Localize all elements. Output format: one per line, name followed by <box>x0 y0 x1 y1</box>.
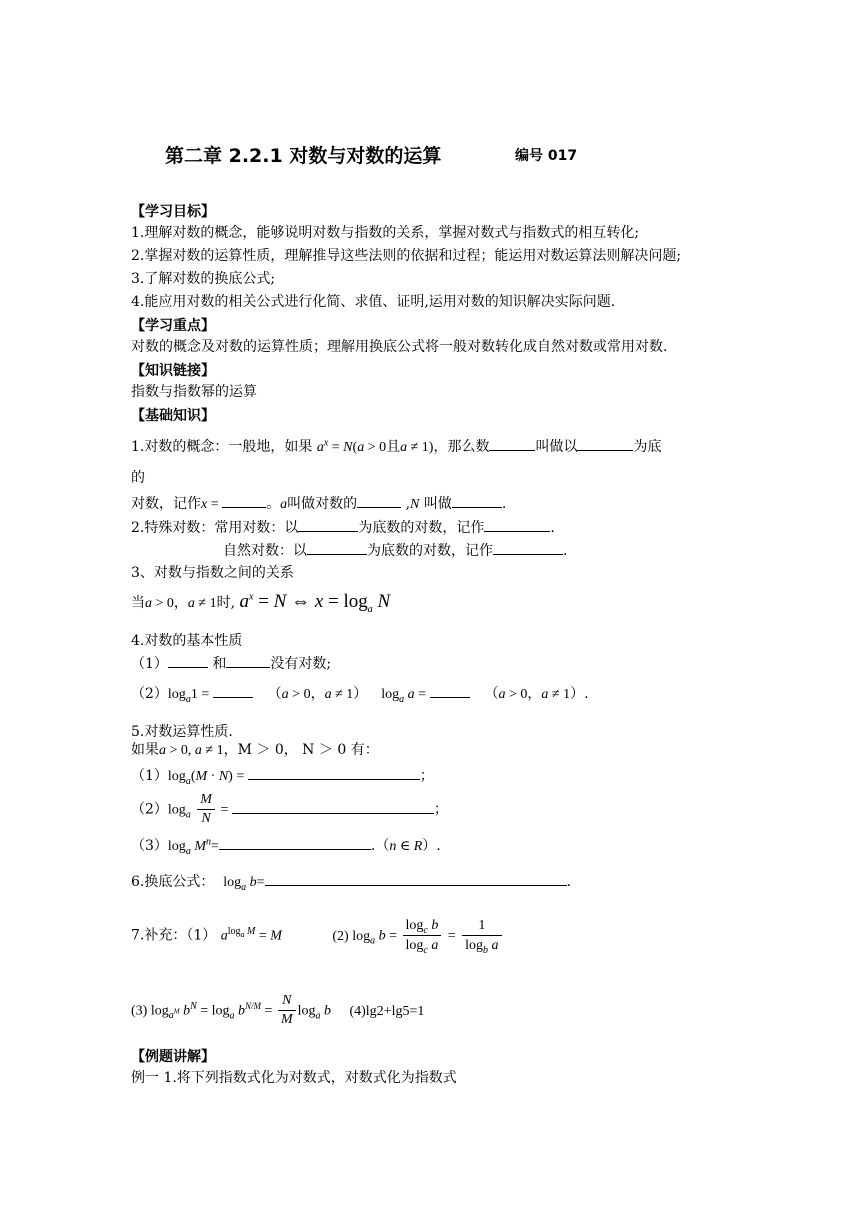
basic-property-2: $(2)\log_a1$ = （a > 0，a ≠ 1） $\log_a a$ = （a > 0，a ≠ 1）. <box>131 686 589 705</box>
heading-examples: 【例题讲解】 <box>131 1049 215 1065</box>
goal-item: 2.掌握对数的运算性质，理解推导这些法则的依据和过程；能运用对数运算法则解决问题; <box>131 248 682 264</box>
heading-key: 【学习重点】 <box>131 318 215 334</box>
supplement-line-2: (3) $\log_{a^M} b^N = \log_a b^{N/M}$ = $\frac{N}{M}$ $\log_a b$ (4)lg2+lg5=1 <box>131 993 425 1027</box>
doc-code: 编号 017 <box>515 148 578 164</box>
op-property-3: $(3)\log_a$ $M^n= .(n$ ∈ R）. <box>131 836 441 857</box>
goal-item: 3.了解对数的换底公式; <box>131 271 276 287</box>
heading-goals: 【学习目标】 <box>131 204 215 220</box>
basic-property-title: 4.对数的基本性质 <box>131 633 243 649</box>
key-text: 对数的概念及对数的运算性质；理解用换底公式将一般对数转化成自然对数或常用对数. <box>131 339 668 355</box>
link-text: 指数与指数幂的运算 <box>131 384 257 400</box>
relation-title: 3、对数与指数之间的关系 <box>131 565 294 581</box>
goal-item: 1.理解对数的概念，能够说明对数与指数的关系，掌握对数式与指数式的相互转化; <box>131 225 640 241</box>
heading-basic: 【基础知识】 <box>131 408 215 424</box>
natural-log-line: 自然对数：以 为底数的对数，记作 . <box>223 543 568 559</box>
op-property-condition: 如果a > 0, a ≠ 1，M ＞ 0， N ＞ 0 有： <box>131 742 379 758</box>
change-base-line: 6.换底公式： $\log_a b=$ . <box>131 874 572 893</box>
heading-link: 【知识链接】 <box>131 363 215 379</box>
common-log-line: 2.特殊对数：常用对数：以 为底数的对数，记作 . <box>131 520 555 536</box>
concept-line: 1.对数的概念：一般地，如果 $a^x = N(a > 0$且a ≠ 1)，那么数 叫做以 为底 <box>131 437 662 455</box>
concept-wrap: 的 <box>131 470 145 486</box>
op-property-title: 5.对数运算性质. <box>131 724 233 740</box>
op-property-2: $(2)\log_a$ $\frac{M}{N}$ = ； <box>131 792 448 826</box>
supplement-line-1: 7.补充：（1） $a^{log_a M} = M$ (2) $\log_a b$ = $\frac{\log_c b}{\log_c a}$ = $\frac{1}{\log_b a}$ <box>131 916 504 955</box>
page-title: 第二章 2.2.1 对数与对数的运算 <box>165 145 442 167</box>
relation-formula: 当a > 0，a ≠ 1时, $a^x = N$ ⇔ $x = \log_a N$ <box>131 591 391 615</box>
op-property-1: $(1)\log_a(M \cdot N)$ = ； <box>131 768 434 787</box>
goal-item: 4.能应用对数的相关公式进行化简、求值、证明,运用对数的知识解决实际问题. <box>131 294 616 310</box>
concept-line-2: 对数，记作x = 。a叫做对数的 ,N 叫做 . <box>131 496 507 512</box>
basic-property-1: （1） 和 没有对数; <box>131 656 332 672</box>
example-1: 例一 1.将下列指数式化为对数式，对数式化为指数式 <box>131 1070 457 1086</box>
